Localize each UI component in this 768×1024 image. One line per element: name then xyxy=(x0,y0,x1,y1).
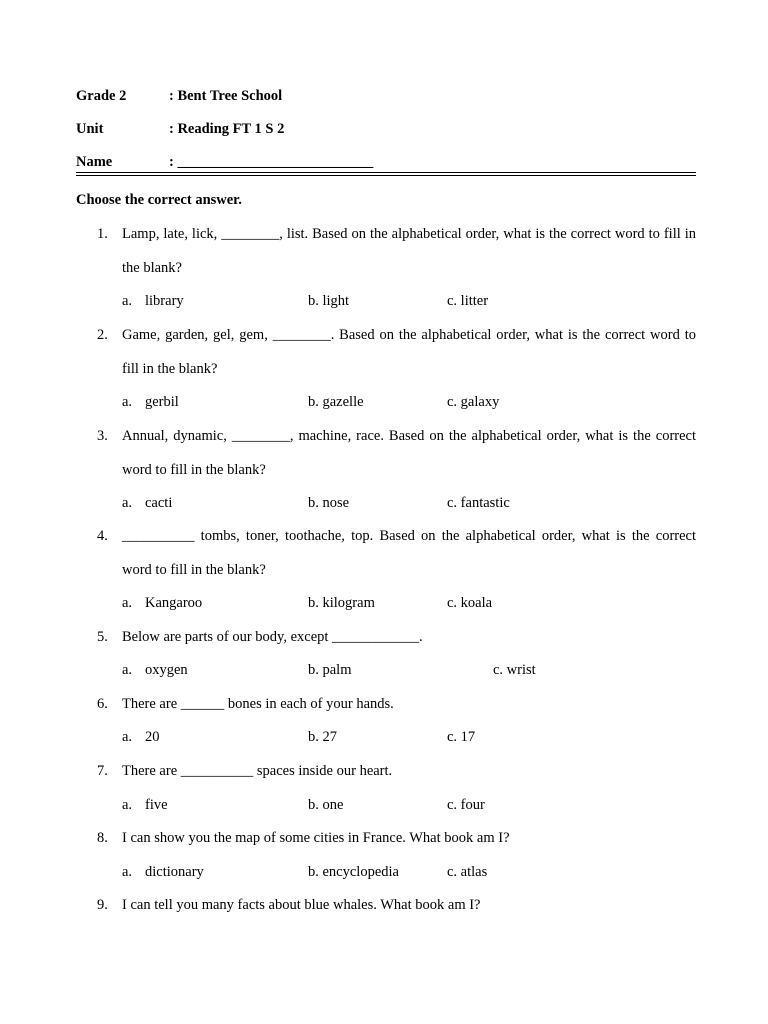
question-number: 5. xyxy=(97,629,108,645)
option-b: b. 27 xyxy=(308,729,337,745)
option-b: b. kilogram xyxy=(308,595,375,611)
option-a xyxy=(122,394,179,411)
question-number: 1. xyxy=(97,226,108,242)
option-c: c. four xyxy=(447,797,485,813)
option-a xyxy=(122,595,202,612)
option-a xyxy=(122,864,204,881)
option-letter: a. xyxy=(122,595,133,611)
option-text: Kangaroo xyxy=(145,595,203,611)
option-letter: a. xyxy=(122,662,133,678)
option-text: oxygen xyxy=(145,662,188,678)
instructions: Choose the correct answer. xyxy=(76,192,242,208)
option-c: c. wrist xyxy=(493,662,536,678)
question-text: Game, garden, gel, gem, ________. Based on the alphabetical order, what is the correct word to fill in the blank? xyxy=(122,327,696,377)
question-text: There are __________ spaces inside our heart. xyxy=(122,763,393,779)
option-a xyxy=(122,797,168,814)
option-b: b. palm xyxy=(308,662,352,678)
header-rule-bottom xyxy=(76,175,696,176)
option-c: c. koala xyxy=(447,595,493,611)
school-name: : Bent Tree School xyxy=(169,88,283,104)
option-text: five xyxy=(145,797,168,813)
option-c: c. atlas xyxy=(447,864,488,880)
option-b: b. light xyxy=(308,293,350,309)
header-rule-top xyxy=(76,172,696,173)
question-number: 2. xyxy=(97,327,108,343)
unit-value: : Reading FT 1 S 2 xyxy=(169,121,285,137)
name-label: Name xyxy=(76,154,113,170)
option-letter: a. xyxy=(122,864,133,880)
question-number: 3. xyxy=(97,428,108,444)
option-letter: a. xyxy=(122,394,133,410)
option-a xyxy=(122,293,184,310)
option-letter: a. xyxy=(122,495,133,511)
unit-label: Unit xyxy=(76,121,104,137)
option-a xyxy=(122,662,188,679)
option-b: b. encyclopedia xyxy=(308,864,399,880)
option-c: c. litter xyxy=(447,293,489,309)
question-number: 6. xyxy=(97,696,108,712)
option-text: gerbil xyxy=(145,394,179,410)
question-text: Below are parts of our body, except ____________. xyxy=(122,629,423,645)
option-c: c. galaxy xyxy=(447,394,500,410)
question-text: Annual, dynamic, ________, machine, race. Based on the alphabetical order, what is the correct word to fill in the blank? xyxy=(122,428,696,478)
option-a xyxy=(122,495,172,512)
option-b: b. gazelle xyxy=(308,394,364,410)
question-text: Lamp, late, lick, ________, list. Based on the alphabetical order, what is the correct word to fill in the blank? xyxy=(122,226,696,276)
question-text: I can tell you many facts about blue whales. What book am I? xyxy=(122,897,481,913)
option-text: 20 xyxy=(145,729,160,745)
option-c: c. fantastic xyxy=(447,495,510,511)
option-a xyxy=(122,729,160,746)
option-text: dictionary xyxy=(145,864,204,880)
option-letter: a. xyxy=(122,293,133,309)
grade-label: Grade 2 xyxy=(76,88,127,104)
option-text: library xyxy=(145,293,184,309)
question-number: 4. xyxy=(97,528,108,544)
option-c: c. 17 xyxy=(447,729,476,745)
question-text: I can show you the map of some cities in France. What book am I? xyxy=(122,830,510,846)
option-b: b. nose xyxy=(308,495,350,511)
question-number: 7. xyxy=(97,763,108,779)
option-text: cacti xyxy=(145,495,173,511)
option-b: b. one xyxy=(308,797,344,813)
question-number: 9. xyxy=(97,897,108,913)
name-blank: : ___________________________ xyxy=(169,154,374,170)
question-text: There are ______ bones in each of your hands. xyxy=(122,696,394,712)
question-text: __________ tombs, toner, toothache, top. Based on the alphabetical order, what is the correct word to fill in the blank? xyxy=(122,528,696,578)
option-letter: a. xyxy=(122,729,133,745)
option-letter: a. xyxy=(122,797,133,813)
question-number: 8. xyxy=(97,830,108,846)
